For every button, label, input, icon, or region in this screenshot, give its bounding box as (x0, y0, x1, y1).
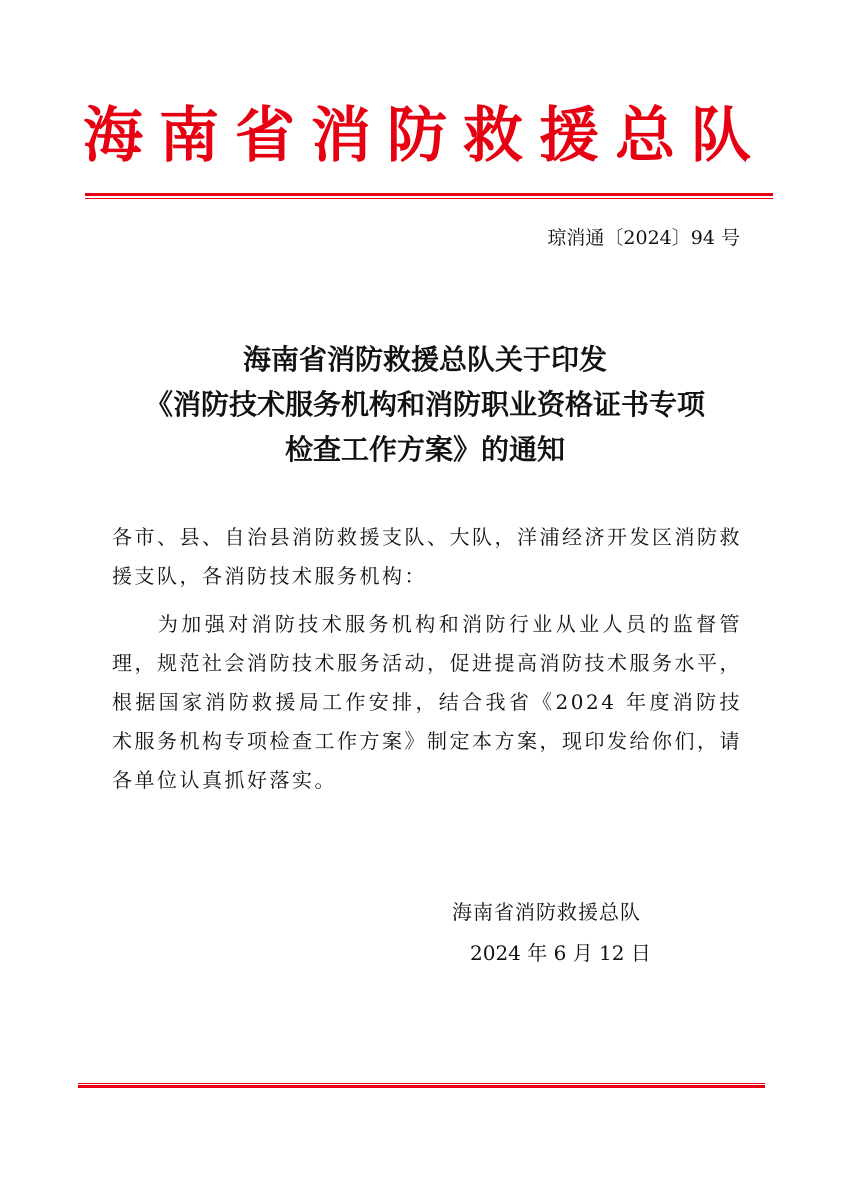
title-line-1: 海南省消防救援总队关于印发 (242, 343, 607, 376)
footer-divider (78, 1083, 765, 1091)
salutation: 各市、县、自治县消防救援支队、大队，洋浦经济开发区消防救援支队，各消防技术服务机构： (112, 525, 742, 588)
body-paragraph (112, 605, 742, 800)
title-line-2: 《消防技术服务机构和消防职业资格证书专项 (144, 388, 705, 421)
signature-date: 2024 年 6 月 12 日 (470, 941, 651, 965)
body-text: 为加强对消防技术服务机构和消防行业从业人员的监督管理，规范社会消防技术服务活动，促进提高消防技术服务水平，根据国家消防救援局工作安排，结合我省《2024 年度消防技术服务机构专项检查工作方案》制定本方案，现印发给你们，请各单位认真抓好落实。 (112, 612, 742, 792)
title-line-3: 检查工作方案》的通知 (284, 433, 565, 466)
document-number: 琼消通〔2024〕94 号 (547, 227, 740, 249)
header-divider (85, 193, 773, 201)
document-title (80, 337, 770, 472)
signature-organization: 海南省消防救援总队 (452, 900, 641, 924)
document-header-title: 海南省消防救援总队 (83, 101, 767, 171)
